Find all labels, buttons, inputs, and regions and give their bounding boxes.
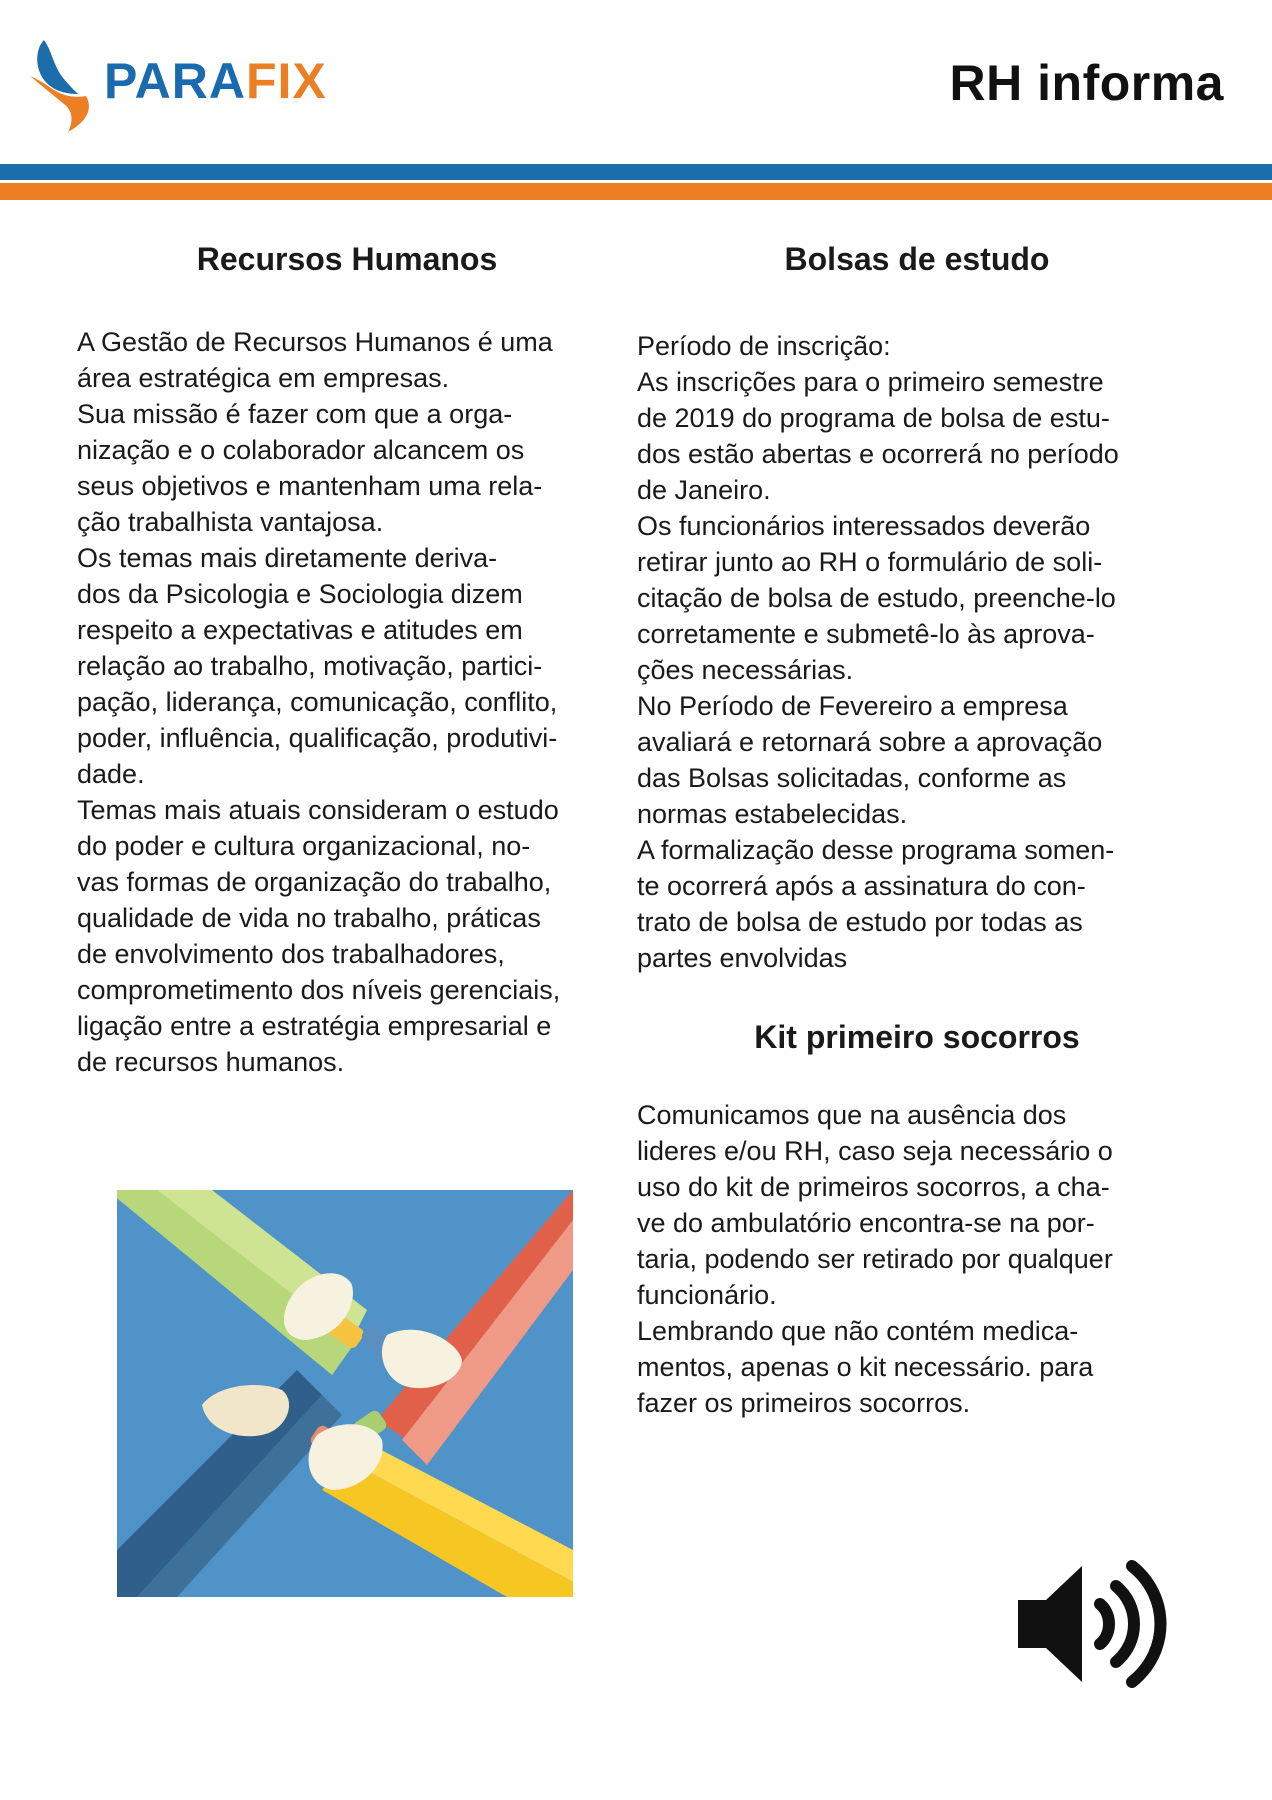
teamwork-hands-illustration [117, 1190, 573, 1597]
section-title-recursos-humanos: Recursos Humanos [196, 241, 498, 277]
text-line: normas estabelecidas. [637, 799, 908, 830]
header-stripe-blue [0, 164, 1272, 180]
text-line: relação ao trabalho, motivação, partici- [77, 651, 543, 682]
text-line: taria, podendo ser retirado por qualquer [637, 1243, 1113, 1274]
text-line: fazer os primeiros socorros. [637, 1387, 971, 1418]
bird-logo-icon [30, 36, 100, 136]
recursos-humanos-text [77, 324, 617, 1080]
text-line: corretamente e submetê-lo às aprova- [637, 619, 1095, 650]
text-line: pação, liderança, comunicação, conflito, [77, 687, 558, 718]
text-line: funcionário. [637, 1279, 777, 1310]
text-line: dade. [77, 759, 145, 790]
right-column [637, 240, 1197, 1421]
text-line: lideres e/ou RH, caso seja necessário o [637, 1135, 1113, 1166]
text-line: dos estão abertas e ocorrerá no período [637, 439, 1119, 470]
text-line: No Período de Fevereiro a empresa [637, 691, 1068, 722]
header-stripe-orange [0, 183, 1272, 200]
text-line: mentos, apenas o kit necessário. para [637, 1351, 1094, 1382]
text-line: ções necessárias. [637, 655, 854, 686]
teamwork-hands-icon [117, 1190, 573, 1597]
text-line: uso do kit de primeiros socorros, a cha- [637, 1171, 1110, 1202]
text-line: Os temas mais diretamente deriva- [77, 543, 498, 574]
text-line: área estratégica em empresas. [77, 363, 450, 394]
text-line: de 2019 do programa de bolsa de estu- [637, 403, 1110, 434]
text-line: Os funcionários interessados deverão [637, 511, 1091, 542]
left-column [77, 240, 617, 1080]
page-title: RH informa [949, 55, 1224, 111]
text-line: avaliará e retornará sobre a aprovação [637, 727, 1103, 758]
speaker-icon[interactable] [1016, 1556, 1170, 1692]
text-line: trato de bolsa de estudo por todas as [637, 907, 1083, 938]
text-line: de envolvimento dos trabalhadores, [77, 939, 505, 970]
text-line: te ocorrerá após a assinatura do con- [637, 871, 1086, 902]
kit-primeiro-socorros-text [637, 1097, 1197, 1421]
text-line: nização e o colaborador alcancem os [77, 435, 525, 466]
page-header [0, 0, 1272, 165]
parafix-logo [30, 36, 370, 136]
text-line: Lembrando que não contém medica- [637, 1315, 1079, 1346]
text-line: de recursos humanos. [77, 1047, 345, 1078]
text-line: As inscrições para o primeiro semestre [637, 367, 1104, 398]
section-title-kit-primeiro-socorros: Kit primeiro socorros [754, 1019, 1080, 1056]
text-line: qualidade de vida no trabalho, práticas [77, 903, 541, 934]
text-line: dos da Psicologia e Sociologia dizem [77, 579, 523, 610]
text-line: Sua missão é fazer com que a orga- [77, 399, 513, 430]
text-line: Comunicamos que na ausência dos [637, 1099, 1067, 1130]
text-line: seus objetivos e mantenham uma rela- [77, 471, 543, 502]
text-line: de Janeiro. [637, 475, 771, 506]
text-line: partes envolvidas [637, 943, 848, 974]
text-line: das Bolsas solicitadas, conforme as [637, 763, 1067, 794]
text-line: A Gestão de Recursos Humanos é uma [77, 327, 553, 358]
text-line: respeito a expectativas e atitudes em [77, 615, 523, 646]
text-line: citação de bolsa de estudo, preenche-lo [637, 583, 1116, 614]
logo-text-para: PARA [104, 53, 246, 109]
text-line: poder, influência, qualificação, produtivi- [77, 723, 558, 754]
text-line: comprometimento dos níveis gerenciais, [77, 975, 561, 1006]
text-line: Período de inscrição: [637, 331, 891, 362]
text-line: A formalização desse programa somen- [637, 835, 1115, 866]
logo-text [104, 53, 327, 109]
logo-text-fix: FIX [245, 53, 327, 109]
text-line: ve do ambulatório encontra-se na por- [637, 1207, 1095, 1238]
section-title-bolsas-de-estudo: Bolsas de estudo [784, 241, 1050, 277]
text-line: retirar junto ao RH o formulário de soli- [637, 547, 1103, 578]
speaker-icon-graphic [1016, 1556, 1170, 1692]
bolsas-de-estudo-text [637, 328, 1197, 976]
text-line: do poder e cultura organizacional, no- [77, 831, 531, 862]
text-line: ção trabalhista vantajosa. [77, 507, 384, 538]
text-line: vas formas de organização do trabalho, [77, 867, 552, 898]
text-line: Temas mais atuais consideram o estudo [77, 795, 559, 826]
text-line: ligação entre a estratégia empresarial e [77, 1011, 552, 1042]
